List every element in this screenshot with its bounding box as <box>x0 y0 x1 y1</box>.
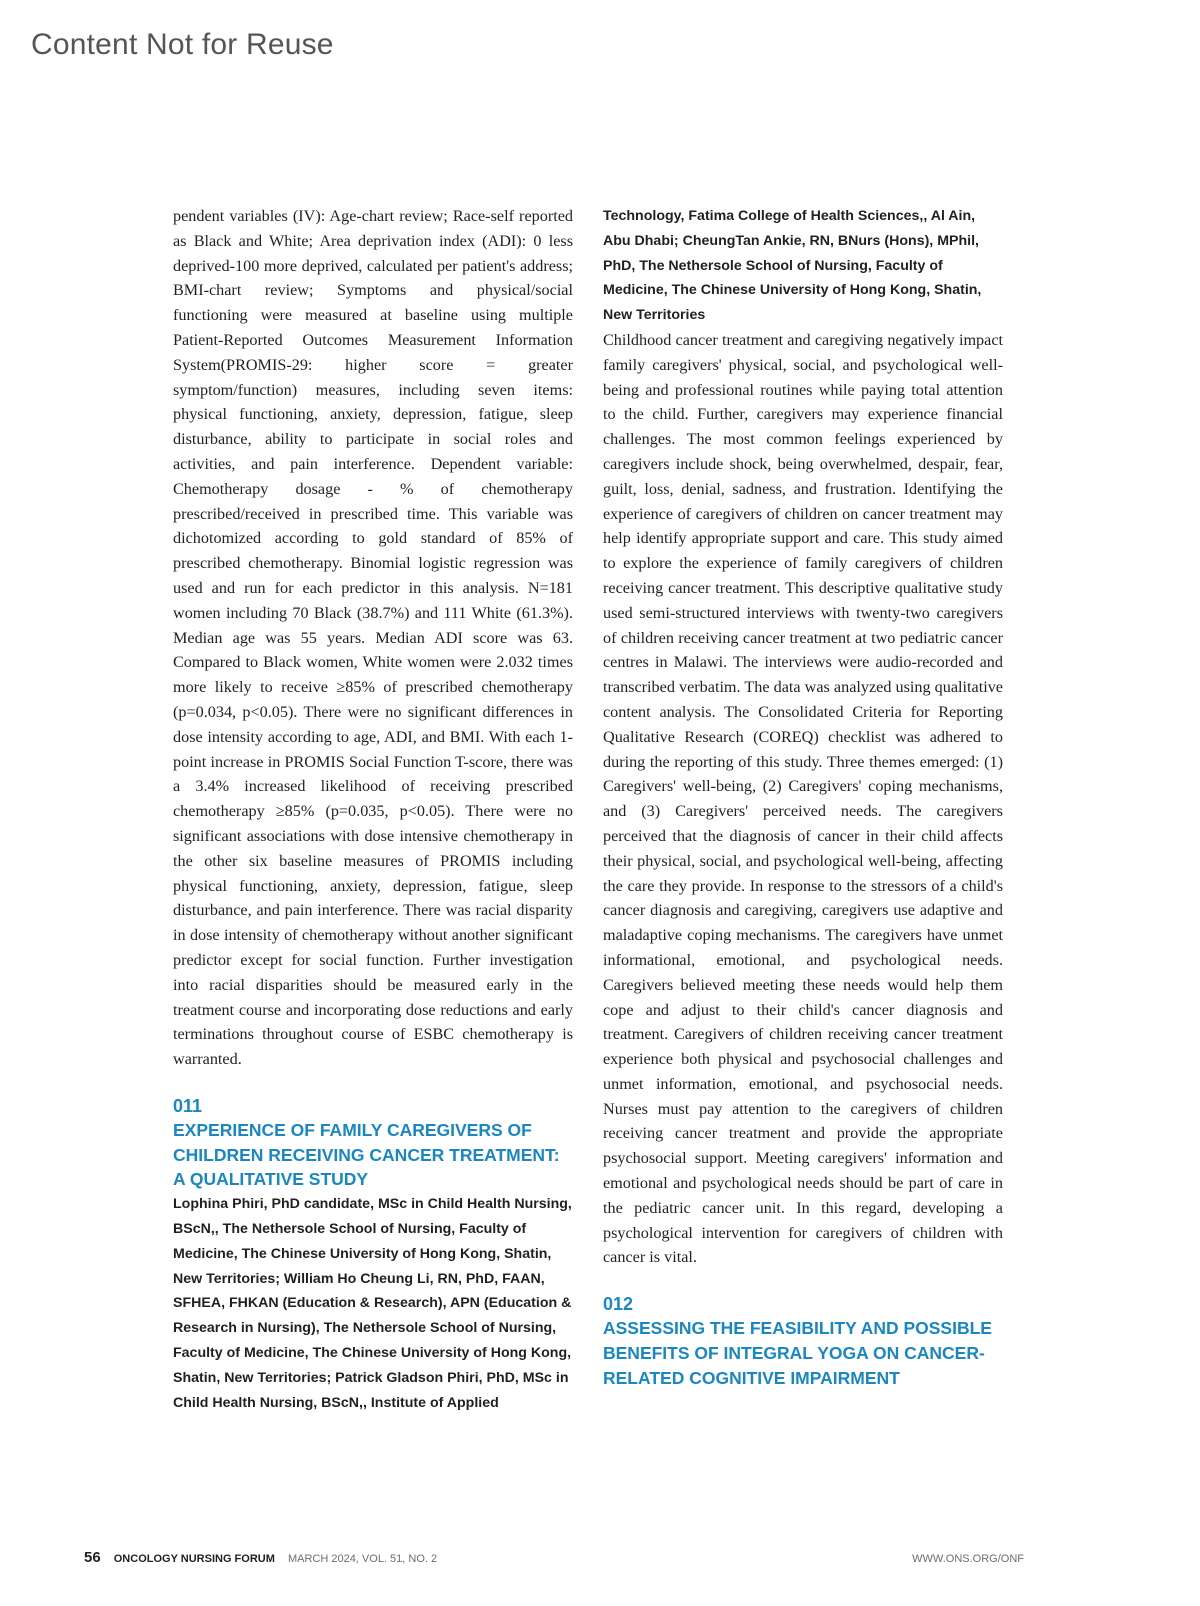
abstract-title: EXPERIENCE OF FAMILY CAREGIVERS OF CHILDREN RECEIVING CANCER TREATMENT: A QUALITATIVE STUDY <box>173 1119 560 1190</box>
abstract-number: 011 <box>173 1095 203 1116</box>
journal-name: ONCOLOGY NURSING FORUM <box>113 1553 275 1565</box>
abstract-title: ASSESSING THE FEASIBILITY AND POSSIBLE BENEFITS OF INTEGRAL YOGA ON CANCER-RELATED COGNITIVE IMPAIRMENT <box>603 1318 992 1388</box>
abstract-number: 012 <box>603 1294 634 1315</box>
abstract-authors-continued: Technology, Fatima College of Health Sciences,, Al Ain, Abu Dhabi; CheungTan Ankie, RN, BNurs (Hons), MPhil, PhD, The Nethersole School of Nursing, Faculty of Medicine, The Chinese University of Hong Kong, Shatin, New Territories <box>603 208 982 324</box>
page-number: 56 <box>84 1549 101 1566</box>
abstract-011 <box>173 1094 573 1416</box>
left-column <box>173 204 573 1415</box>
abstract-authors: Lophina Phiri, PhD candidate, MSc in Child Health Nursing, BScN,, The Nethersole School of Nursing, Faculty of Medicine, The Chinese University of Hong Kong, Shatin, New Territories; William Ho Cheung Li, RN, PhD, FAAN, SFHEA, FHKAN (Education & Research), APN (Education & Research in Nursing), The Nethersole School of Nursing, Faculty of Medicine, The Chinese University of Hong Kong, Shatin, New Territories; Patrick Gladson Phiri, PhD, MSc in Child Health Nursing, BScN,, Institute of Applied <box>173 1196 572 1411</box>
right-column <box>603 204 1003 1391</box>
abstract-012 <box>603 1292 1003 1390</box>
continued-abstract-text: pendent variables (IV): Age-chart review; Race-self reported as Black and White; Area deprivation index (ADI): 0 less deprived-100 more deprived, calculated per patient's address; BMI-chart review; Symptoms and physical/social functioning were measured at baseline using multiple Patient-Reported Outcomes Measurement Information System(PROMIS-29: higher score = greater symptom/function) measures, including seven items: physical functioning, anxiety, depression, fatigue, sleep disturbance, ability to participate in social roles and activities, and pain interference. Dependent variable: Chemotherapy dosage - % of chemotherapy prescribed/received in prescribed time. This variable was dichotomized according to gold standard of 85% of prescribed chemotherapy. Binomial logistic regression was used and run for each predictor in this analysis. N=181 women including 70 Black (38.7%) and 111 White (61.3%). Median age was 55 years. Median ADI score was 63. Compared to Black women, White women were 2.032 times more likely to receive ≥85% of prescribed chemotherapy (p=0.034, p<0.05). There were no significant differences in dose intensity according to age, ADI, and BMI. With each 1-point increase in PROMIS Social Function T-score, there was a 3.4% increased likelihood of receiving prescribed chemotherapy ≥85% (p=0.035, p<0.05). There were no significant associations with dose intensive chemotherapy in the other six baseline measures of PROMIS including physical functioning, anxiety, depression, fatigue, sleep disturbance, and pain interference. There was racial disparity in dose intensity of chemotherapy without another significant predictor except for social function. Further investigation into racial disparities should be measured early in the treatment course and incorporating dose reductions and early terminations throughout course of ESBC chemotherapy is warranted. <box>173 207 573 1069</box>
footer-left <box>84 1549 437 1566</box>
watermark: Content Not for Reuse <box>31 28 334 61</box>
abstract-011-body: Childhood cancer treatment and caregiving negatively impact family caregivers' physical, social, and psychological well-being and professional routines while paying total attention to the child. Further, caregivers may experience financial challenges. The most common feelings experienced by caregivers include shock, being overwhelmed, despair, fear, guilt, loss, denial, sadness, and frustration. Identifying the experience of caregivers of children on cancer treatment may help identify appropriate support and care. This study aimed to explore the experience of family caregivers of children receiving cancer treatment. This descriptive qualitative study used semi-structured interviews with twenty-two caregivers of children receiving cancer treatment at two pediatric cancer centres in Malawi. The interviews were audio-recorded and transcribed verbatim. The data was analyzed using qualitative content analysis. The Consolidated Criteria for Reporting Qualitative Research (COREQ) checklist was adhered to during the reporting of this study. Three themes emerged: (1) Caregivers' well-being, (2) Caregivers' coping mechanisms, and (3) Caregivers' perceived needs. The caregivers perceived that the diagnosis of cancer in their child affects their physical, social, and psychological well-being, affecting the care they provide. In response to the stressors of a child's cancer diagnosis and caregiving, caregivers use adaptive and maladaptive coping mechanisms. The caregivers have unmet informational, emotional, and psychological needs. Caregivers believed meeting these needs would help them cope and adjust to their child's cancer diagnosis and treatment. Caregivers of children receiving cancer treatment experience both physical and psychosocial challenges and unmet information, emotional, and psychosocial needs. Nurses must pay attention to the caregivers of children receiving cancer treatment and provide the appropriate psychosocial support. Meeting caregivers' information and emotional and psychological needs should be part of care in the pediatric cancer unit. In this regard, developing a psychological intervention for caregivers of children with cancer is vital. <box>603 330 1003 1267</box>
journal-url: WWW.ONS.ORG/ONF <box>912 1553 1024 1565</box>
page-footer <box>84 1549 1024 1566</box>
issue-info: MARCH 2024, VOL. 51, NO. 2 <box>287 1553 438 1565</box>
